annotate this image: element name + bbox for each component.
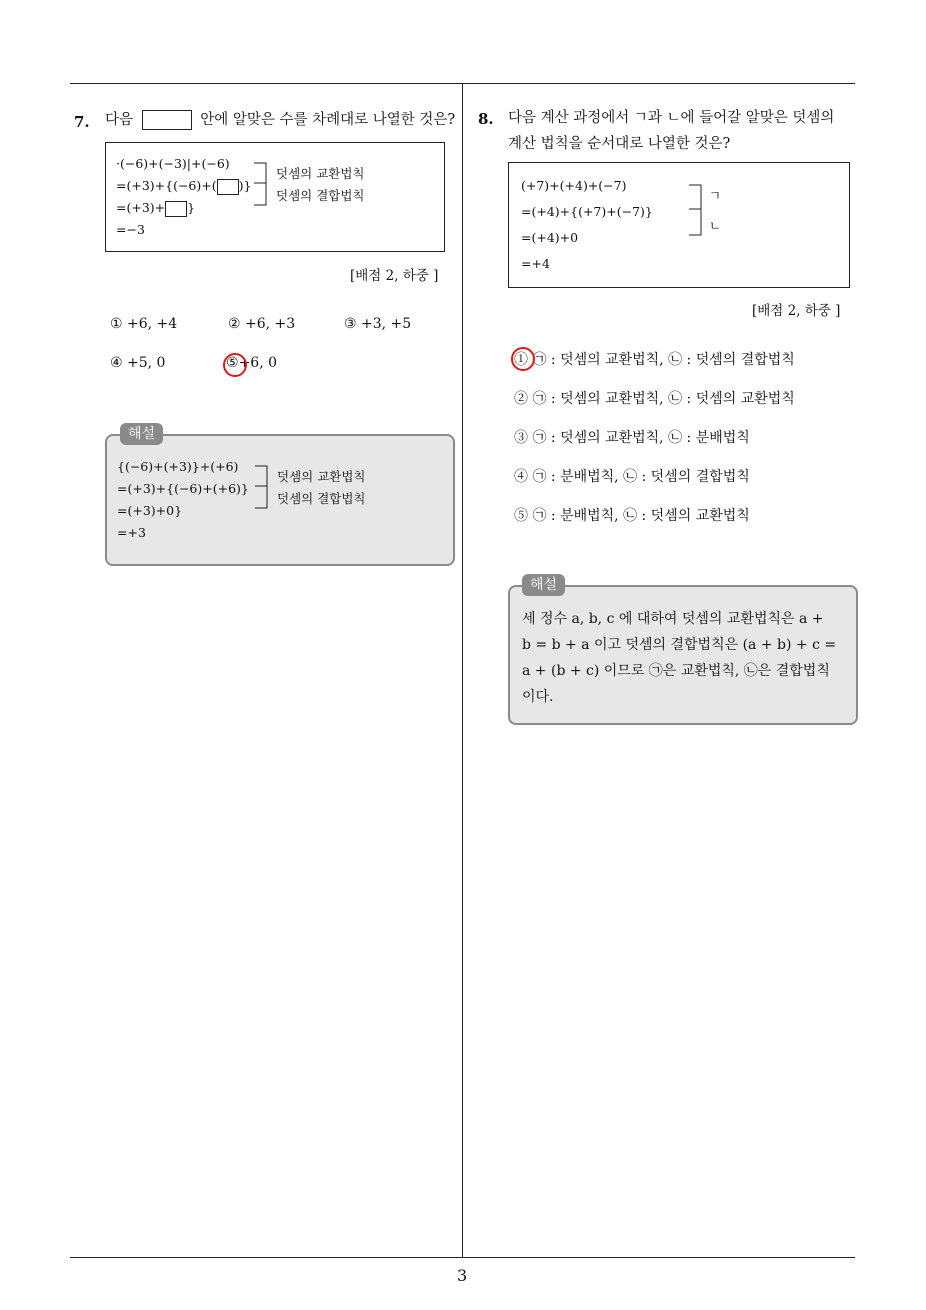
q7-box-line4: =−3 xyxy=(116,222,145,237)
q7-box-blank1 xyxy=(217,179,239,195)
q7-answer-circle xyxy=(223,353,247,377)
q8-box-line4: =+4 xyxy=(521,256,550,271)
q7-explanation-tag: 해설 xyxy=(120,423,163,445)
q7-choice-5-marker: ⑤ xyxy=(226,355,239,371)
q8-answer-5[interactable]: ⑤ ㉠ : 분배법칙, ㉡ : 덧셈의 교환법칙 xyxy=(514,508,750,524)
q7-choice-3[interactable]: ③ +3, +5 xyxy=(344,316,412,332)
page-number: 3 xyxy=(457,1266,468,1285)
q7-expl-line2: =(+3)+{(−6)+(+6)} xyxy=(117,481,249,496)
q7-text-after: 안에 알맞은 수를 차례대로 나열한 것은? xyxy=(200,112,456,128)
q8-box-label1: ㄱ xyxy=(709,188,722,203)
q7-number: 7. xyxy=(74,113,90,131)
q7-question xyxy=(105,106,455,134)
q7-choice-4[interactable]: ④ +5, 0 xyxy=(110,355,166,371)
bottom-rule xyxy=(70,1257,855,1258)
q8-number: 8. xyxy=(478,110,494,128)
q8-answer-4[interactable]: ④ ㉠ : 분배법칙, ㉡ : 덧셈의 결합법칙 xyxy=(514,469,750,485)
q8-question-line2: 계산 법칙을 순서대로 나열한 것은? xyxy=(508,136,731,152)
column-divider xyxy=(462,83,463,1258)
q7-text-before: 다음 xyxy=(105,112,134,128)
q8-problem-box xyxy=(508,162,850,288)
q7-expl-bracket xyxy=(253,464,275,510)
q8-explanation-tag: 해설 xyxy=(522,574,565,596)
q7-box-label1: 덧셈의 교환법칙 xyxy=(276,166,365,181)
q7-problem-box xyxy=(105,142,445,252)
q8-score: [배점 2, 하중 ] xyxy=(752,303,841,319)
q8-answer-2[interactable]: ② ㉠ : 덧셈의 교환법칙, ㉡ : 덧셈의 교환법칙 xyxy=(514,391,795,407)
q7-box-label2: 덧셈의 결합법칙 xyxy=(276,188,365,203)
q8-box-label2: ㄴ xyxy=(709,218,722,233)
q7-explanation-box xyxy=(105,434,455,566)
q8-answer-3[interactable]: ③ ㉠ : 덧셈의 교환법칙, ㉡ : 분배법칙 xyxy=(514,430,750,446)
q7-box-line3: =(+3)+ } xyxy=(116,200,196,215)
q8-answer-circle xyxy=(511,347,535,371)
q8-question-line1: 다음 계산 과정에서 ㄱ과 ㄴ에 들어갈 알맞은 덧셈의 xyxy=(508,110,835,126)
q8-expl-line2: b = b + a 이고 덧셈의 결합법칙은 (a + b) + c = xyxy=(522,637,837,653)
q8-box-line1: (+7)+(+4)+(−7) xyxy=(521,178,627,193)
q7-blank-box xyxy=(142,110,192,130)
q7-choice-5-value: +6, 0 xyxy=(238,355,278,371)
q8-expl-line3: a + (b + c) 이므로 ㉠은 교환법칙, ㉡은 결합법칙 xyxy=(522,663,830,679)
q7-expl-label1: 덧셈의 교환법칙 xyxy=(277,469,366,484)
q7-choice-2[interactable]: ② +6, +3 xyxy=(228,316,296,332)
q8-box-line2: =(+4)+{(+7)+(−7)} xyxy=(521,204,653,219)
q8-explanation-box xyxy=(508,585,858,725)
q8-box-bracket xyxy=(687,183,709,237)
q8-answer-1[interactable]: ① ㉠ : 덧셈의 교환법칙, ㉡ : 덧셈의 결합법칙 xyxy=(514,352,795,368)
q7-box-blank2 xyxy=(165,201,187,217)
q8-expl-line4: 이다. xyxy=(522,689,554,705)
q7-choice-1[interactable]: ① +6, +4 xyxy=(110,316,178,332)
q7-expl-line3: =(+3)+0} xyxy=(117,503,183,518)
q7-score: [배점 2, 하중 ] xyxy=(350,268,439,284)
q7-expl-label2: 덧셈의 결합법칙 xyxy=(277,491,366,506)
q7-expl-line4: =+3 xyxy=(117,525,146,540)
q7-box-line2: =(+3)+{(−6)+( )} xyxy=(116,178,252,193)
q7-expl-line1: {(−6)+(+3)}+(+6) xyxy=(117,459,239,474)
q7-box-bracket xyxy=(252,161,274,207)
q7-box-line1: ·(−6)+(−3)|+(−6) xyxy=(116,156,230,171)
q8-expl-line1: 세 정수 a, b, c 에 대하여 덧셈의 교환법칙은 a + xyxy=(522,611,824,627)
q8-box-line3: =(+4)+0 xyxy=(521,230,579,245)
